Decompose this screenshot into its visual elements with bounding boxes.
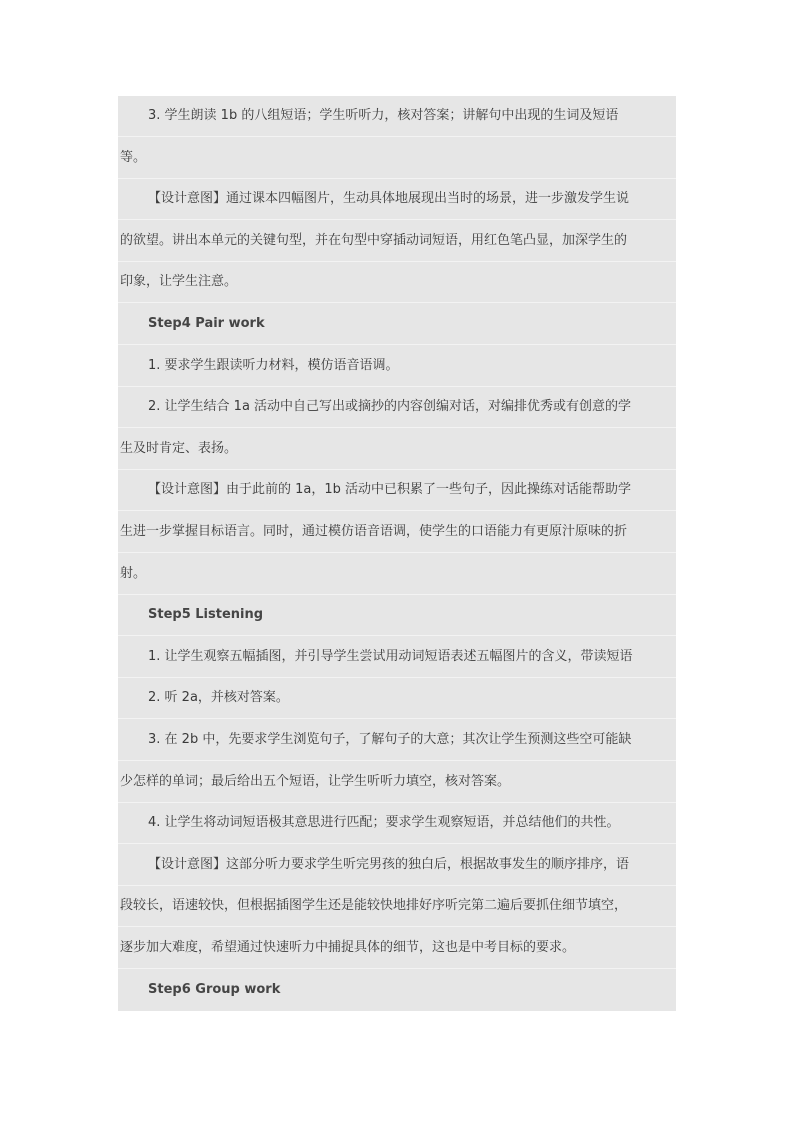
paragraph-text: 3. 学生朗读 1b 的八组短语；学生听听力，核对答案；讲解句中出现的生词及短语 xyxy=(148,108,619,123)
text-line xyxy=(118,928,676,969)
paragraph-text: 生及时肯定、表扬。 xyxy=(120,440,238,456)
paragraph-text: 【设计意图】由于此前的 1a，1b 活动中已积累了一些句子，因此操练对话能帮助学 xyxy=(148,482,632,498)
text-line xyxy=(118,554,676,595)
paragraph-text: 印象，让学生注意。 xyxy=(120,274,238,290)
paragraph-text: 等。 xyxy=(120,149,147,165)
paragraph-text: 【设计意图】这部分听力要求学生听完男孩的独白后，根据故事发生的顺序排序，语 xyxy=(148,856,630,872)
paragraph-text: 少怎样的单词；最后给出五个短语，让学生听听力填空，核对答案。 xyxy=(120,773,511,789)
text-line xyxy=(118,221,676,262)
text-line xyxy=(118,762,676,803)
text-line xyxy=(118,970,676,1011)
section-heading: Step5 Listening xyxy=(148,607,264,623)
text-line xyxy=(118,429,676,470)
paragraph-text: 2. 让学生结合 1a 活动中自己写出或摘抄的内容创编对话，对编排优秀或有创意的学 xyxy=(148,399,632,415)
paragraph-text: 【设计意图】通过课本四幅图片，生动具体地展现出当时的场景，进一步激发学生说 xyxy=(148,191,630,207)
paragraph-text: 生进一步掌握目标语言。同时，通过模仿语音语调，使学生的口语能力有更原汁原味的折 xyxy=(120,524,628,539)
text-line xyxy=(118,637,676,678)
document-text-block xyxy=(118,96,676,1011)
text-line xyxy=(118,678,676,719)
paragraph-text: 段较长，语速较快，但根据插图学生还是能较快地排好序听完第二遍后要抓住细节填空， xyxy=(120,898,628,914)
text-line xyxy=(118,262,676,303)
text-line xyxy=(118,512,676,553)
text-line xyxy=(118,470,676,511)
paragraph-text: 逐步加大难度，希望通过快速听力中捕捉具体的细节，这也是中考目标的要求。 xyxy=(120,940,576,955)
paragraph-text: 2. 听 2a，并核对答案。 xyxy=(148,690,289,706)
text-line xyxy=(118,346,676,387)
text-line xyxy=(118,720,676,761)
text-line xyxy=(118,138,676,179)
section-heading: Step4 Pair work xyxy=(148,316,265,331)
paragraph-text: 1. 要求学生跟读听力材料，模仿语音语调。 xyxy=(148,357,399,373)
paragraph-text: 1. 让学生观察五幅插图，并引导学生尝试用动词短语表述五幅图片的含义，带读短语 xyxy=(148,648,633,664)
paragraph-text: 4. 让学生将动词短语极其意思进行匹配；要求学生观察短语，并总结他们的共性。 xyxy=(148,815,620,831)
text-line xyxy=(118,304,676,345)
text-line xyxy=(118,803,676,844)
text-line xyxy=(118,886,676,927)
paragraph-text: 的欲望。讲出本单元的关键句型，并在句型中穿插动词短语，用红色笔凸显，加深学生的 xyxy=(120,232,628,248)
text-line xyxy=(118,179,676,220)
section-heading: Step6 Group work xyxy=(148,981,281,997)
text-line xyxy=(118,845,676,886)
paragraph-text: 3. 在 2b 中，先要求学生浏览句子，了解句子的大意；其次让学生预测这些空可能缺 xyxy=(148,732,632,747)
text-line xyxy=(118,595,676,636)
text-line xyxy=(118,387,676,428)
paragraph-text: 射。 xyxy=(120,565,147,581)
text-line xyxy=(118,96,676,137)
